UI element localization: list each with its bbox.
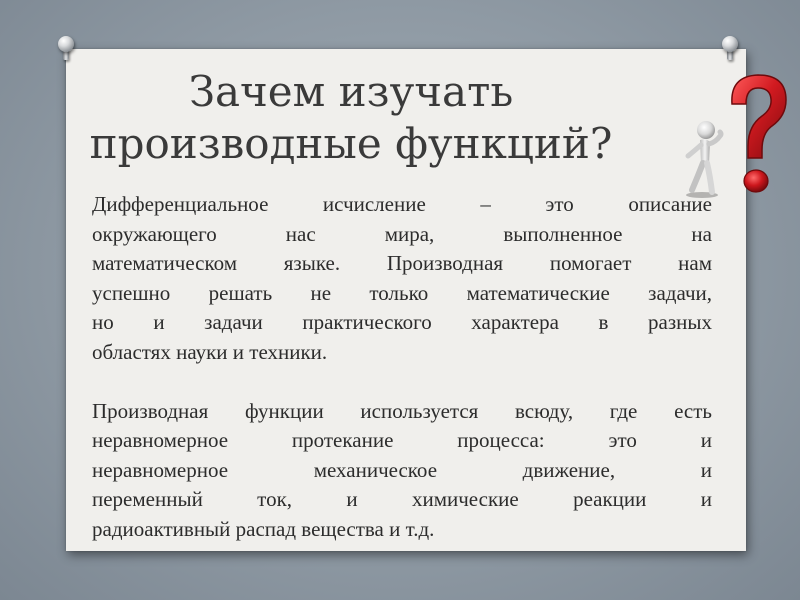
pushpin-icon xyxy=(722,36,738,58)
paragraph-line: успешно решать не только математические задачи, xyxy=(92,280,712,305)
paragraph-line: радиоактивный распад вещества и т.д. xyxy=(92,516,435,541)
slide-title xyxy=(66,66,636,170)
question-mark-icon xyxy=(722,70,792,200)
body-text xyxy=(92,190,712,544)
paragraph-line: окружающего нас мира, выполненное на xyxy=(92,221,712,246)
paragraph-line: неравномерное механическое движение, и xyxy=(92,457,712,482)
title-line-2: производные функций? xyxy=(89,119,613,168)
paragraph-line: Производная функции используется всюду, где есть xyxy=(92,398,712,423)
paragraph-line: но и задачи практического характера в разных xyxy=(92,310,712,334)
paragraph-2 xyxy=(92,397,712,545)
paragraph-line: областях науки и техники. xyxy=(92,339,328,364)
paragraph-line: переменный ток, и химические реакции и xyxy=(92,487,712,511)
thinking-figure-icon xyxy=(676,118,728,198)
pushpin-icon xyxy=(58,36,74,58)
paragraph-line: Дифференциальное исчисление – это описание xyxy=(92,192,712,216)
paragraph-1 xyxy=(92,190,712,367)
paragraph-line: неравномерное протекание процесса: это и xyxy=(92,428,712,452)
paragraph-line: математическом языке. Производная помогает нам xyxy=(92,251,712,275)
title-line-1: Зачем изучать xyxy=(188,67,514,116)
